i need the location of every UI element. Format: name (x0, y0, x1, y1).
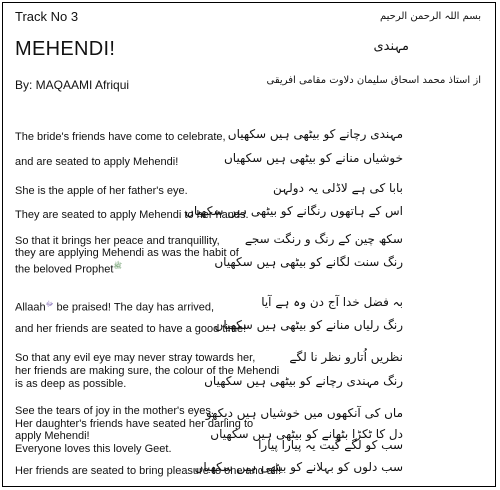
english-line: The bride's friends have come to celebrate, (15, 131, 226, 144)
english-line: and are seated to apply Mehendi! (15, 156, 179, 169)
english-line-text: be praised! The day has arrived, (53, 301, 215, 314)
english-line: So that any evil eye may never stray towards her, (15, 351, 256, 364)
urdu-line: نظریں اُتارو نظر نا لگے (289, 349, 403, 364)
urdu-line: رنگ سنت لگانے کو بیٹھی ہیں سکھیاں (214, 255, 403, 270)
urdu-line: ماں کی آنکھوں میں خوشیاں ہیں دیکھو (205, 405, 403, 420)
urdu-line: سب کو لگے گیت یہ پیارا پیارا (258, 438, 403, 452)
english-line-text: the beloved Prophet (15, 263, 114, 276)
english-line (15, 298, 214, 315)
english-line-text: Allaah (15, 301, 46, 314)
english-line: apply Mehendi! (15, 429, 90, 442)
page-title: MEHENDI! (15, 38, 116, 60)
urdu-line: بہ فضل خدا آج دن وہ ہے آیا (261, 295, 403, 310)
urdu-line: رنگ رلیاں منانے کو بیٹھی ہیں سکھیاں (214, 318, 403, 333)
english-line: Her daughter's friends have seated her darling to (15, 417, 254, 430)
urdu-line: اس کے ہاتھوں رنگانے کو بیٹھی ہیں سکھیاں (185, 203, 403, 218)
urdu-author-line: از استاذ محمد اسحاق سلیمان دلاوت مقامی افریقی (266, 75, 481, 86)
urdu-line: بابا کی ہے لاڈلی یہ دولہن (272, 180, 403, 195)
english-line (15, 260, 122, 277)
author-line: By: MAQAAMI Afriqui (15, 78, 130, 92)
english-line: She is the apple of her father's eye. (15, 185, 188, 198)
english-line: her friends are making sure, the colour of the Mehendi (15, 364, 280, 377)
english-line: Everyone loves this lovely Geet. (15, 443, 172, 455)
urdu-title: مہندی (373, 39, 409, 54)
track-number: Track No 3 (15, 9, 79, 24)
english-line: They are seated to apply Mehendi to her hands. (15, 209, 249, 222)
urdu-line: رنگ مہندی رچانے کو بیٹھی ہیں سکھیاں (204, 374, 403, 389)
urdu-line: دل کا ٹکڑا بٹھانے کو بیٹھی ہیں سکھیاں (210, 427, 403, 442)
bismillah-heading: بسم اللہ الرحمن الرحیم (379, 11, 481, 22)
honorific-allah-icon: ﷻ (45, 300, 54, 308)
english-line: So that it brings her peace and tranquillity, (15, 234, 220, 247)
english-line: is as deep as possible. (15, 377, 127, 390)
english-line: See the tears of joy in the mother's eyes. (15, 404, 214, 417)
urdu-line: سب دلوں کو بہلانے کو بیٹھی ہیں سکھیاں (194, 460, 403, 474)
english-line: and her friends are seated to have a good time! (15, 322, 247, 335)
urdu-line: مہندی رچانے کو بیٹھی ہیں سکھیاں (227, 126, 403, 141)
english-line: they are applying Mehendi as was the habit of (15, 246, 239, 259)
honorific-pbuh-icon: ﷺ (113, 262, 122, 270)
urdu-line: خوشیاں منانے کو بیٹھی ہیں سکھیاں (223, 150, 403, 165)
lyrics-sheet (2, 2, 496, 487)
urdu-line: سکھ چین کے رنگ و رنگت سجے (244, 231, 403, 246)
english-line: Her friends are seated to bring pleasure to one and all! (15, 465, 281, 477)
